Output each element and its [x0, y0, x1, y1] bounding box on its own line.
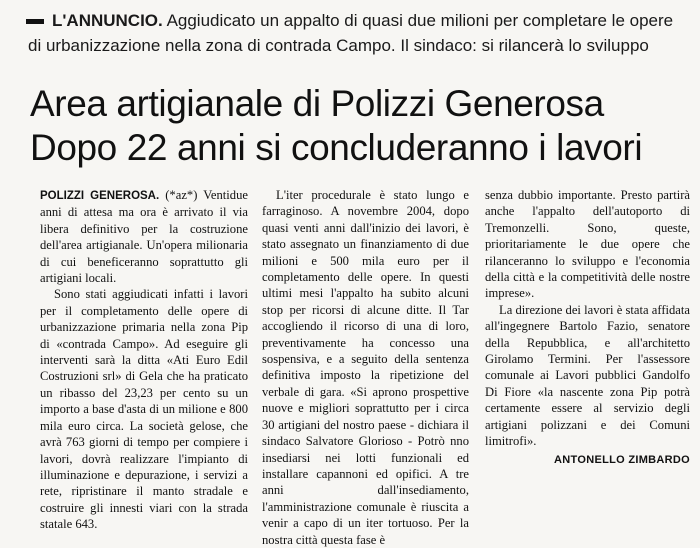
kicker-bar	[26, 19, 44, 24]
article-column-3	[485, 187, 690, 468]
paragraph: Sono stati aggiudicati infatti i lavori per il completamento delle opere di urbanizzazione primaria nella zona Pip di «contrada Campo». Ad eseguire gli interventi sarà la ditta «Ati Euro Edil Costruzioni srl» di Gela che ha praticato un ribasso del 23,23 per cento su un importo a base d'asta di un milione e 800 mila euro circa. La società gelose, che avrà 763 giorni di tempo per compiere i lavori, dovrà realizzare l'impianto di illuminazione e depurazione, i servizi a rete, ripristinare il manto stradale e costruire gli innesti viari con la strada statale 643.	[40, 287, 248, 532]
article-column-2	[262, 187, 469, 548]
paragraph: La direzione dei lavori è stata affidata all'ingegnere Bartolo Fazio, senatore della Repubblica, e all'architetto Girolamo Termini. Per l'assessore comunale ai Lavori pubblici Gandolfo Di Fiore «la nascente zona Pip potrà certamente essere al servizio degli artigiani polizzani e dei Comuni limitrofi».	[485, 302, 690, 449]
article-column-1	[40, 187, 248, 533]
kicker-label: L'ANNUNCIO.	[52, 11, 163, 30]
byline: ANTONELLO ZIMBARDO	[554, 453, 690, 466]
paragraph: senza dubbio importante. Presto partirà anche l'appalto dell'autoporto di Tremonzelli. Sono, queste, prioritariamente le due opere che rilanceranno lo sviluppo e l'economia della città e la competitività delle nostre imprese».	[485, 188, 690, 301]
dateline: POLIZZI GENEROSA.	[40, 190, 160, 202]
paragraph-text: (*az*) Ventidue anni di attesa ma ora è arrivato il via libera definitivo per la costruzione dell'area artigianale. Un'opera milionaria di cui beneficeranno soprattutto gli artigiani locali.	[40, 188, 248, 286]
kicker	[28, 8, 692, 58]
headline	[30, 82, 690, 170]
headline-line1: Area artigianale di Polizzi Generosa	[30, 83, 604, 124]
paragraph: L'iter procedurale è stato lungo e farraginoso. A novembre 2004, dopo quasi venti anni dall'inizio dei lavori, è stato assegnato un finanziamento di due milioni e 500 mila euro per il completamento delle opere. In questi ultimi mesi l'appalto ha subito alcuni stop per ricorsi di alcune ditte. Il Tar accogliendo il ricorso di una di loro, preventivamente ha concesso una sospensiva, e a seguito della sentenza definitiva imposto la ripetizione del verbale di gara. «Si aprono prospettive nuove e migliori soprattutto per i circa 30 artigiani del nostro paese - dichiara il sindaco Salvatore Glorioso - Potrò nno insediarsi nei lotti funzionali ed installare capannoni ed opifici. A tre anni dall'insediamento, l'amministrazione comunale è riuscita a venir a capo di un iter tortuoso. Per la nostra città questa fase è	[262, 188, 469, 547]
headline-line2: Dopo 22 anni si concluderanno i lavori	[30, 127, 643, 168]
kicker-text-line1: Aggiudicato un appalto di quasi due milioni per completare le opere	[166, 11, 674, 30]
kicker-text-line2: di urbanizzazione nella zona di contrada Campo. Il sindaco: si rilancerà lo sviluppo	[28, 36, 649, 55]
paragraph	[40, 187, 248, 286]
